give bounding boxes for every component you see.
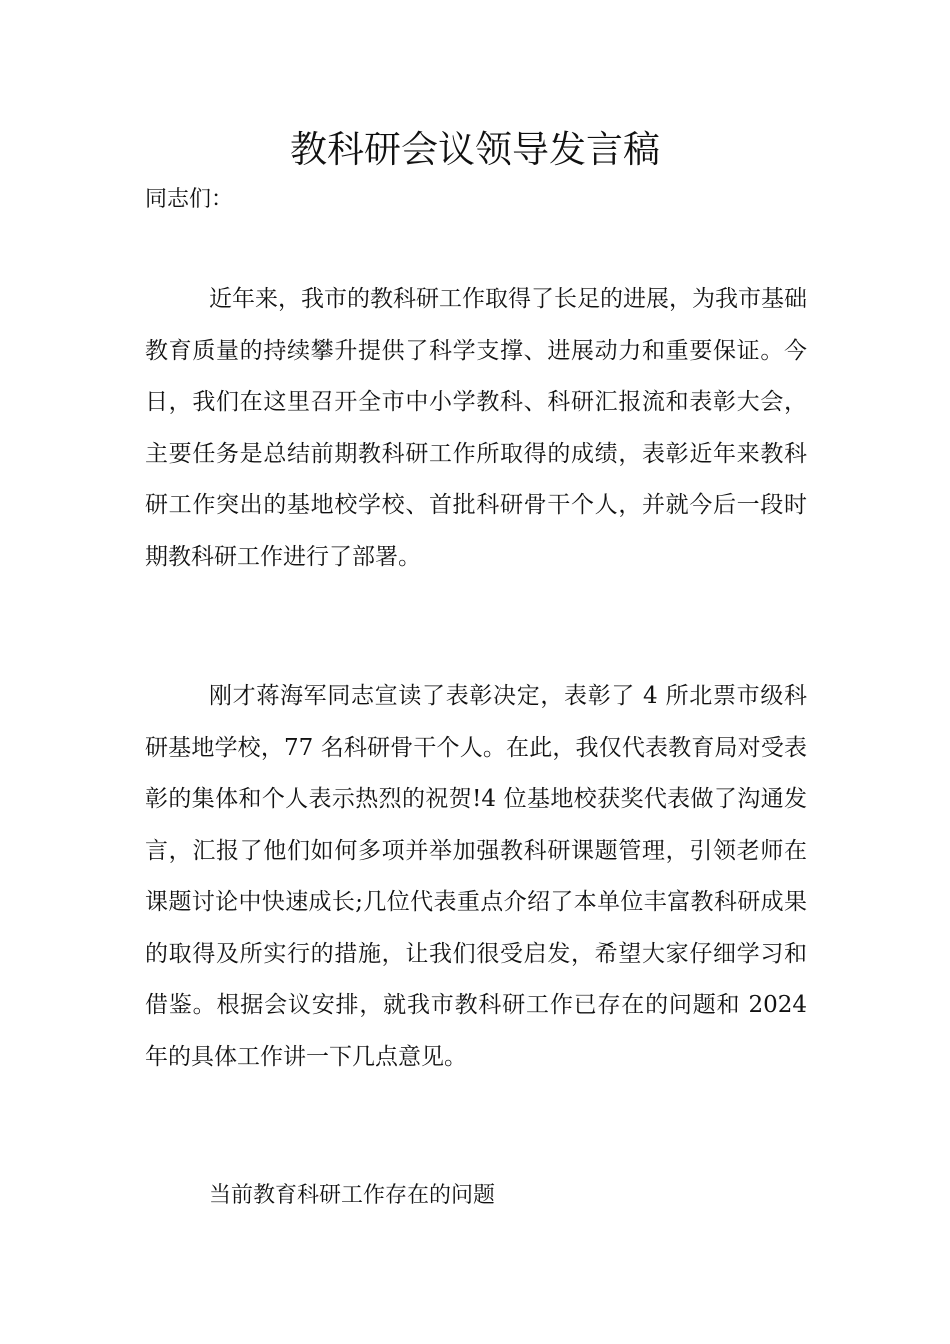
section-heading: 当前教育科研工作存在的问题 bbox=[209, 1183, 496, 1208]
document-title: 教科研会议领导发言稿 bbox=[290, 128, 660, 171]
paragraph-intro: 近年来，我市的教科研工作取得了长足的进展，为我市基础教育质量的持续攀升提供了科学支撑、进展动力和重要保证。今日，我们在这里召开全市中小学教科、科研汇报流和表彰大会，主要任务是总结前期教科研工作所取得的成绩，表彰近年来教科研工作突出的基地校学校、首批科研骨干个人，并就今后一段时期教科研工作进行了部署。 bbox=[145, 286, 807, 570]
paragraph-commendation: 刚才蒋海军同志宣读了表彰决定，表彰了 4 所北票市级科研基地学校，77 名科研骨干个人。在此，我仅代表教育局对受表彰的集体和个人表示热烈的祝贺!4 位基地校获奖代表做了沟通发言，汇报了他们如何多项并举加强教科研课题管理，引领老师在课题讨论中快速成长;几位代表重点介绍了本单位丰富教科研成果的取得及所实行的措施，让我们很受启发，希望大家仔细学习和借鉴。根据会议安排，就我市教科研工作已存在的问题和 2024 年的具体工作讲一下几点意见。 bbox=[145, 683, 807, 1070]
salutation: 同志们： bbox=[145, 187, 234, 212]
